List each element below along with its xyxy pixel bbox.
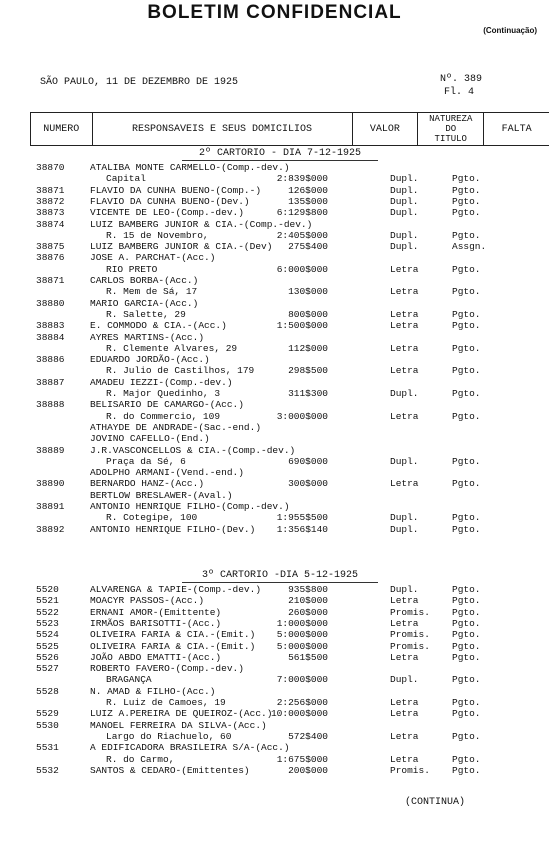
row-number: 38888 bbox=[36, 399, 65, 411]
row-situation: Pgto. bbox=[452, 263, 481, 275]
row-number: 5532 bbox=[36, 764, 59, 776]
section-heading: 2º CARTORIO - DIA 7-12-1925 bbox=[198, 148, 362, 159]
col-natureza-line3: TITULO bbox=[434, 134, 467, 144]
row-value: 5:000$000 bbox=[276, 629, 328, 641]
row-responsible: ATALIBA MONTE CARMELLO-(Comp.-dev.) bbox=[90, 162, 290, 173]
section-underline bbox=[182, 582, 378, 583]
table-row bbox=[0, 445, 549, 457]
row-nature: Letra bbox=[390, 308, 419, 320]
row-responsible: N. AMAD & FILHO-(Acc.) bbox=[90, 685, 216, 697]
row-value: 1:675$000 bbox=[276, 753, 328, 765]
table-row bbox=[0, 354, 549, 366]
bulletin-number: Nº. 389 bbox=[440, 74, 483, 85]
row-situation: Pgto. bbox=[452, 173, 481, 185]
table-row bbox=[0, 309, 549, 321]
row-situation: Pgto. bbox=[452, 606, 481, 618]
row-responsible: ROBERTO FAVERO-(Comp.-dev.) bbox=[90, 663, 244, 675]
row-value: 210$000 bbox=[288, 595, 328, 607]
row-responsible: R. do Carmo, bbox=[106, 753, 175, 765]
row-nature: Letra bbox=[390, 286, 419, 298]
row-situation: Pgto. bbox=[452, 697, 481, 708]
row-number: 38892 bbox=[36, 523, 65, 535]
row-nature: Dupl. bbox=[390, 674, 419, 686]
row-nature: Promis. bbox=[390, 629, 430, 641]
row-responsible: JOSE A. PARCHAT-(Acc.) bbox=[90, 252, 216, 264]
table-row bbox=[0, 377, 549, 389]
table-row bbox=[0, 501, 549, 513]
col-falta: FALTA bbox=[484, 113, 549, 146]
row-nature: Dupl. bbox=[390, 229, 419, 241]
row-nature: Letra bbox=[390, 697, 419, 708]
row-responsible: ANTONIO HENRIQUE FILHO-(Comp.-dev.) bbox=[90, 501, 290, 512]
row-value: 2:405$000 bbox=[276, 229, 328, 241]
row-nature: Letra bbox=[390, 263, 419, 275]
row-situation: Pgto. bbox=[452, 629, 481, 641]
row-value: 300$000 bbox=[288, 478, 328, 490]
row-responsible: ATHAYDE DE ANDRADE-(Sac.-end.) bbox=[90, 421, 262, 433]
row-number: 5531 bbox=[36, 742, 59, 754]
row-responsible: VICENTE DE LEO-(Comp.-dev.) bbox=[90, 207, 244, 219]
col-natureza-line2: DO bbox=[445, 124, 457, 134]
table-row bbox=[0, 708, 549, 720]
table-row bbox=[0, 697, 549, 709]
row-responsible: ALVARENGA & TAPIE-(Comp.-dev.) bbox=[90, 584, 262, 595]
row-number: 38872 bbox=[36, 195, 65, 207]
row-situation: Pgto. bbox=[452, 640, 481, 652]
row-responsible: Praça da Sé, 6 bbox=[106, 455, 186, 467]
row-nature: Promis. bbox=[390, 606, 430, 618]
row-responsible: R. Cotegipe, 100 bbox=[106, 512, 198, 524]
table-row bbox=[0, 196, 549, 208]
row-responsible: R. Clemente Alvares, 29 bbox=[106, 342, 238, 354]
row-value: 572$400 bbox=[288, 730, 328, 742]
row-nature: Dupl. bbox=[390, 241, 419, 253]
row-responsible: R. Salette, 29 bbox=[106, 308, 186, 320]
table-row bbox=[0, 365, 549, 377]
table-row bbox=[0, 298, 549, 310]
row-number: 38884 bbox=[36, 331, 65, 343]
row-value: 135$000 bbox=[288, 195, 328, 207]
row-responsible: R. Mem de Sá, 17 bbox=[106, 286, 198, 298]
row-situation: Pgto. bbox=[452, 365, 481, 377]
table-row bbox=[0, 264, 549, 276]
row-number: 38874 bbox=[36, 218, 65, 230]
row-number: 38871 bbox=[36, 275, 65, 286]
row-number: 38870 bbox=[36, 162, 65, 173]
row-situation: Pgto. bbox=[452, 523, 481, 535]
row-nature: Letra bbox=[390, 753, 419, 765]
row-responsible: ERNANI AMOR-(Emittente) bbox=[90, 606, 222, 618]
row-situation: Pgto. bbox=[452, 764, 481, 776]
row-responsible: MOACYR PASSOS-(Acc.) bbox=[90, 595, 205, 607]
row-nature: Dupl. bbox=[390, 512, 419, 524]
row-responsible: SANTOS & CEDARO-(Emittentes) bbox=[90, 764, 250, 776]
col-natureza-line1: NATUREZA bbox=[429, 114, 473, 124]
table-row bbox=[0, 422, 549, 434]
row-situation: Pgto. bbox=[452, 730, 481, 742]
row-situation: Pgto. bbox=[452, 207, 481, 219]
row-value: 10:000$000 bbox=[270, 708, 328, 720]
row-nature: Dupl. bbox=[390, 523, 419, 535]
row-responsible: IRMÃOS BARISOTTI-(Acc.) bbox=[90, 617, 222, 629]
row-value: 1:356$140 bbox=[276, 523, 328, 535]
row-number: 38875 bbox=[36, 241, 65, 253]
row-nature: Dupl. bbox=[390, 388, 419, 399]
row-number: 5528 bbox=[36, 685, 59, 697]
row-number: 5524 bbox=[36, 629, 59, 641]
row-value: 200$000 bbox=[288, 764, 328, 776]
table-row bbox=[0, 674, 549, 686]
row-responsible: ADOLPHO ARMANI-(Vend.-end.) bbox=[90, 467, 244, 479]
row-responsible: LUIZ BAMBERG JUNIOR & CIA.-(Dev) bbox=[90, 241, 273, 253]
row-number: 38886 bbox=[36, 354, 65, 366]
table-row bbox=[0, 595, 549, 607]
row-responsible: CARLOS BORBA-(Acc.) bbox=[90, 275, 199, 286]
row-situation: Pgto. bbox=[452, 651, 481, 663]
row-value: 6:129$800 bbox=[276, 207, 328, 219]
row-responsible: R. Julio de Castilhos, 179 bbox=[106, 365, 255, 377]
row-situation: Pgto. bbox=[452, 184, 481, 196]
row-responsible: J.R.VASCONCELLOS & CIA.-(Comp.-dev.) bbox=[90, 444, 296, 456]
row-situation: Pgto. bbox=[452, 308, 481, 320]
row-responsible: AYRES MARTINS-(Acc.) bbox=[90, 331, 205, 343]
row-situation: Pgto. bbox=[452, 229, 481, 241]
row-number: 5526 bbox=[36, 651, 59, 663]
table-row bbox=[0, 652, 549, 664]
row-value: 1:500$000 bbox=[276, 320, 328, 332]
row-number: 38883 bbox=[36, 320, 65, 332]
row-situation: Pgto. bbox=[452, 617, 481, 629]
row-responsible: OLIVEIRA FARIA & CIA.-(Emit.) bbox=[90, 640, 256, 652]
row-situation: Pgto. bbox=[452, 342, 481, 354]
row-responsible: BRAGANÇA bbox=[106, 674, 152, 686]
row-responsible: BERNARDO HANZ-(Acc.) bbox=[90, 478, 205, 490]
row-responsible: BELISARIO DE CAMARGO-(Acc.) bbox=[90, 399, 244, 411]
row-number: 38887 bbox=[36, 376, 65, 388]
row-value: 7:000$000 bbox=[276, 674, 328, 686]
row-responsible: Capital bbox=[106, 173, 146, 185]
row-responsible: MARIO GARCIA-(Acc.) bbox=[90, 297, 199, 309]
row-situation: Pgto. bbox=[452, 595, 481, 607]
row-number: 5520 bbox=[36, 584, 59, 595]
row-nature: Letra bbox=[390, 595, 419, 607]
row-responsible: JOÃO ABDO EMATTI-(Acc.) bbox=[90, 651, 222, 663]
table-row bbox=[0, 241, 549, 253]
table-row bbox=[0, 219, 549, 231]
row-value: 311$300 bbox=[288, 388, 328, 399]
table-row bbox=[0, 173, 549, 185]
row-situation: Assgn. bbox=[452, 241, 487, 253]
row-number: 38871 bbox=[36, 184, 65, 196]
row-responsible: R. Luiz de Camoes, 19 bbox=[106, 697, 226, 708]
row-nature: Letra bbox=[390, 651, 419, 663]
table-row bbox=[0, 765, 549, 777]
row-nature: Letra bbox=[390, 730, 419, 742]
row-responsible: R. Major Quedinho, 3 bbox=[106, 388, 221, 399]
row-nature: Letra bbox=[390, 708, 419, 720]
table-row bbox=[0, 399, 549, 411]
row-number: 38890 bbox=[36, 478, 65, 490]
row-value: 2:839$000 bbox=[276, 173, 328, 185]
row-number: 38873 bbox=[36, 207, 65, 219]
row-responsible: EDUARDO JORDÃO-(Acc.) bbox=[90, 354, 210, 366]
row-responsible: Largo do Riachuelo, 60 bbox=[106, 730, 232, 742]
row-nature: Dupl. bbox=[390, 584, 419, 595]
row-number: 5521 bbox=[36, 595, 59, 607]
row-nature: Dupl. bbox=[390, 184, 419, 196]
table-row bbox=[0, 663, 549, 675]
table-row bbox=[0, 584, 549, 596]
row-value: 126$000 bbox=[288, 184, 328, 196]
column-header-table bbox=[30, 112, 549, 146]
row-nature: Dupl. bbox=[390, 173, 419, 185]
table-row bbox=[0, 456, 549, 468]
table-row bbox=[0, 490, 549, 502]
table-row bbox=[0, 742, 549, 754]
table-row bbox=[0, 320, 549, 332]
section-heading: 3º CARTORIO -DIA 5-12-1925 bbox=[201, 570, 359, 581]
row-number: 38889 bbox=[36, 444, 65, 456]
row-responsible: LUIZ A.PEREIRA DE QUEIROZ-(Acc.) bbox=[90, 708, 273, 720]
row-number: 38880 bbox=[36, 297, 65, 309]
table-row bbox=[0, 731, 549, 743]
table-row bbox=[0, 286, 549, 298]
table-row bbox=[0, 411, 549, 423]
row-situation: Pgto. bbox=[452, 753, 481, 765]
col-responsaveis: RESPONSAVEIS E SEUS DOMICILIOS bbox=[92, 113, 352, 146]
row-nature: Letra bbox=[390, 320, 419, 332]
table-row bbox=[0, 388, 549, 400]
table-row bbox=[0, 607, 549, 619]
row-value: 935$800 bbox=[288, 584, 328, 595]
row-nature: Letra bbox=[390, 617, 419, 629]
row-nature: Promis. bbox=[390, 764, 430, 776]
row-value: 112$000 bbox=[288, 342, 328, 354]
row-nature: Dupl. bbox=[390, 195, 419, 207]
row-responsible: FLAVIO DA CUNHA BUENO-(Dev.) bbox=[90, 195, 250, 207]
col-valor: VALOR bbox=[352, 113, 418, 146]
row-nature: Dupl. bbox=[390, 455, 419, 467]
row-number: 38876 bbox=[36, 252, 65, 264]
table-row bbox=[0, 629, 549, 641]
row-value: 3:000$000 bbox=[276, 410, 328, 422]
table-row bbox=[0, 478, 549, 490]
table-row bbox=[0, 720, 549, 732]
table-row bbox=[0, 252, 549, 264]
row-responsible: JOVINO CAFELLO-(End.) bbox=[90, 433, 210, 445]
row-nature: Promis. bbox=[390, 640, 430, 652]
row-responsible: LUIZ BAMBERG JUNIOR & CIA.-(Comp.-dev.) bbox=[90, 218, 313, 230]
row-value: 298$500 bbox=[288, 365, 328, 377]
row-value: 6:000$000 bbox=[276, 263, 328, 275]
table-row bbox=[0, 467, 549, 479]
row-situation: Pgto. bbox=[452, 388, 481, 399]
table-row bbox=[0, 754, 549, 766]
row-responsible: AMADEU IEZZI-(Comp.-dev.) bbox=[90, 376, 233, 388]
row-situation: Pgto. bbox=[452, 410, 481, 422]
table-row bbox=[0, 275, 549, 287]
table-row bbox=[0, 332, 549, 344]
row-number: 5525 bbox=[36, 640, 59, 652]
row-value: 2:256$000 bbox=[276, 697, 328, 708]
row-responsible: R. 15 de Novembro, bbox=[106, 229, 209, 241]
row-value: 1:955$500 bbox=[276, 512, 328, 524]
row-nature: Dupl. bbox=[390, 207, 419, 219]
row-nature: Letra bbox=[390, 365, 419, 377]
row-number: 5523 bbox=[36, 617, 59, 629]
row-situation: Pgto. bbox=[452, 674, 481, 686]
table-row bbox=[0, 524, 549, 536]
row-situation: Pgto. bbox=[452, 512, 481, 524]
row-value: 260$000 bbox=[288, 606, 328, 618]
row-situation: Pgto. bbox=[452, 584, 481, 595]
row-responsible: OLIVEIRA FARIA & CIA.-(Emit.) bbox=[90, 629, 256, 641]
continuation-note: (Continuação) bbox=[483, 26, 537, 35]
row-nature: Letra bbox=[390, 342, 419, 354]
row-nature: Letra bbox=[390, 478, 419, 490]
date-line: SÃO PAULO, 11 DE DEZEMBRO DE 1925 bbox=[40, 77, 239, 88]
row-situation: Pgto. bbox=[452, 320, 481, 332]
table-row bbox=[0, 641, 549, 653]
section-underline bbox=[182, 160, 378, 161]
table-row bbox=[0, 230, 549, 242]
row-value: 561$500 bbox=[288, 651, 328, 663]
row-number: 5530 bbox=[36, 719, 59, 731]
row-responsible: R. do Commercio, 109 bbox=[106, 410, 221, 422]
row-number: 5529 bbox=[36, 708, 59, 720]
row-responsible: MANOEL FERREIRA DA SILVA-(Acc.) bbox=[90, 719, 267, 731]
row-responsible: ANTONIO HENRIQUE FILHO-(Dev.) bbox=[90, 523, 256, 535]
row-nature: Letra bbox=[390, 410, 419, 422]
row-situation: Pgto. bbox=[452, 708, 481, 720]
row-situation: Pgto. bbox=[452, 195, 481, 207]
row-situation: Pgto. bbox=[452, 455, 481, 467]
row-value: 800$000 bbox=[288, 308, 328, 320]
row-responsible: BERTLOW BRESLAWER-(Aval.) bbox=[90, 489, 233, 501]
row-responsible: A EDIFICADORA BRASILEIRA S/A-(Acc.) bbox=[90, 742, 290, 754]
col-natureza bbox=[418, 113, 484, 146]
row-responsible: FLAVIO DA CUNHA BUENO-(Comp.-) bbox=[90, 184, 262, 196]
table-row bbox=[0, 512, 549, 524]
table-row bbox=[0, 343, 549, 355]
row-situation: Pgto. bbox=[452, 478, 481, 490]
row-number: 5527 bbox=[36, 663, 59, 675]
sheet-number: Fl. 4 bbox=[444, 87, 475, 98]
table-row bbox=[0, 185, 549, 197]
table-row bbox=[0, 686, 549, 698]
row-number: 38891 bbox=[36, 501, 65, 512]
table-row bbox=[0, 433, 549, 445]
table-row bbox=[0, 162, 549, 174]
row-responsible: RIO PRETO bbox=[106, 263, 158, 275]
row-situation: Pgto. bbox=[452, 286, 481, 298]
continua-note: (CONTINUA) bbox=[405, 797, 466, 808]
row-value: 690$000 bbox=[288, 455, 328, 467]
document-title: BOLETIM CONFIDENCIAL bbox=[147, 2, 402, 23]
row-value: 130$000 bbox=[288, 286, 328, 298]
col-numero: NUMERO bbox=[31, 113, 93, 146]
row-number: 5522 bbox=[36, 606, 59, 618]
row-value: 275$400 bbox=[288, 241, 328, 253]
row-responsible: E. COMMODO & CIA.-(Acc.) bbox=[90, 320, 227, 332]
row-value: 1:000$000 bbox=[276, 617, 328, 629]
row-value: 5:000$000 bbox=[276, 640, 328, 652]
table-row bbox=[0, 618, 549, 630]
table-row bbox=[0, 207, 549, 219]
